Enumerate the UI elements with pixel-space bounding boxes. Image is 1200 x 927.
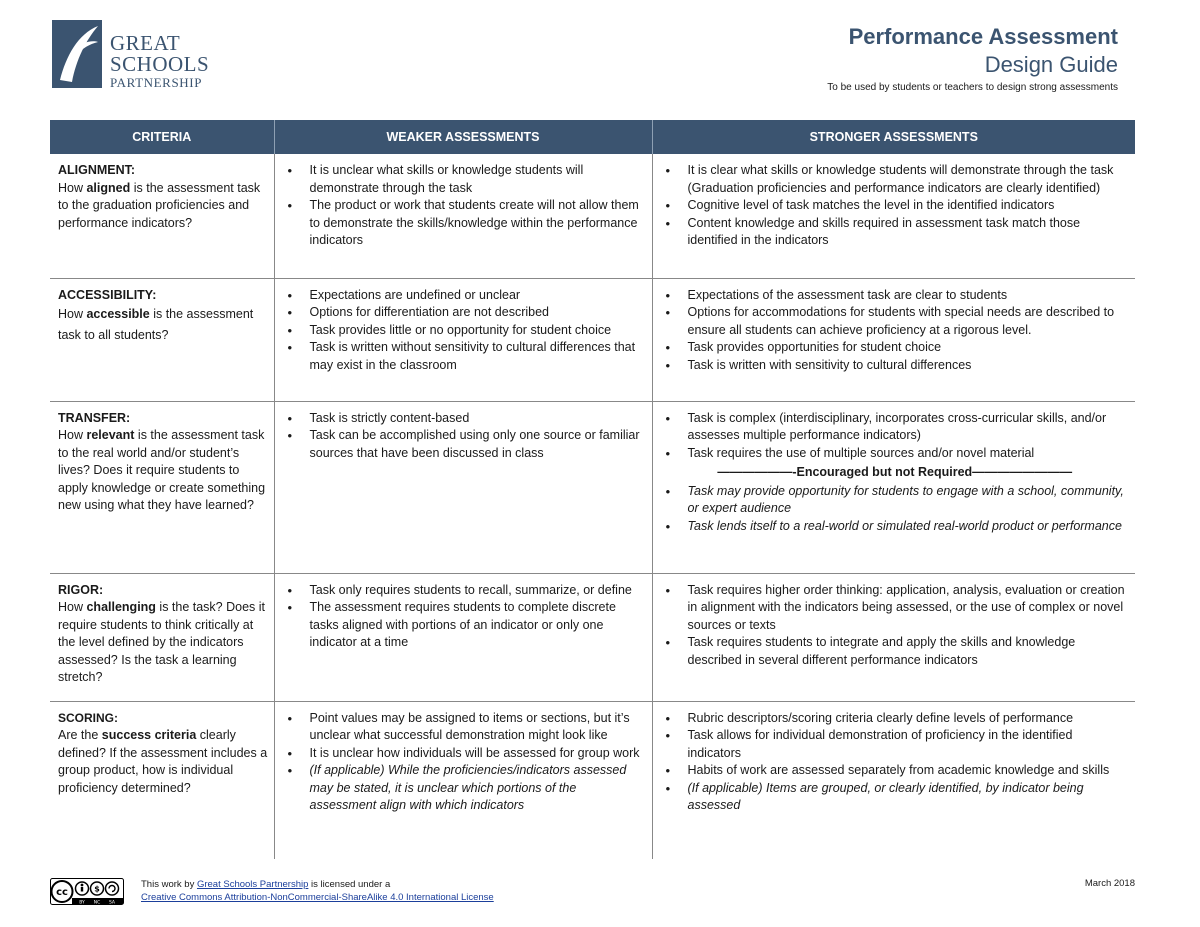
weaker-cell [274, 154, 652, 278]
table-row [50, 154, 1135, 278]
list-item: • Task lends itself to a real-world or simulated real-world product or performance [661, 518, 1130, 536]
list-item: • It is clear what skills or knowledge students will demonstrate through the task (Graduation proficiencies and performance indicators are clearly identified) [661, 162, 1130, 197]
gsp-link[interactable]: Great Schools Partnership [196, 879, 309, 890]
page-subtitle: Design Guide [984, 52, 1118, 77]
criteria-title: SCORING: [58, 710, 118, 725]
license-link[interactable]: Creative Commons Attribution-NonCommercial-ShareAlike 4.0 International License [141, 892, 494, 903]
list-item: • Task can be accomplished using only one source or familiar sources that have been discussed in class [283, 427, 646, 462]
criteria-title: ACCESSIBILITY: [58, 287, 157, 302]
list-item: • Task allows for individual demonstration of proficiency in the identified indicators [661, 727, 1130, 762]
cc-sa-label: SA [108, 900, 116, 905]
weaker-cell [274, 401, 652, 573]
footer [50, 876, 1135, 908]
page-title: Performance Assessment [848, 24, 1118, 49]
weaker-cell [274, 701, 652, 859]
list-item: • Habits of work are assessed separately from academic knowledge and skills [661, 762, 1130, 780]
list-item: • It is unclear what skills or knowledge students will demonstrate through the task [283, 162, 646, 197]
assessment-guide-table [50, 120, 1135, 859]
criteria-cell [50, 154, 274, 278]
weaker-cell [274, 278, 652, 401]
criteria-cell [50, 573, 274, 701]
table-row [50, 701, 1135, 859]
list-item: • Task is written without sensitivity to cultural differences that may exist in the classroom [283, 339, 646, 374]
list-item: • Expectations are undefined or unclear [283, 287, 646, 305]
stronger-cell [652, 278, 1135, 401]
encouraged-divider: ——————-Encouraged but not Required———————— [717, 465, 1073, 479]
license-text: This work by Great Schools Partnership is licensed under a Creative Commons Attribution-NonCommercial-ShareAlike 4.0 International License [141, 879, 494, 903]
stronger-cell [652, 154, 1135, 278]
page-note: To be used by students or teachers to design strong assessments [827, 82, 1118, 93]
list-item: • Task requires the use of multiple sources and/or novel material [661, 445, 1130, 463]
title-block [827, 24, 1118, 93]
list-item: • Task is strictly content-based [283, 410, 646, 428]
list-item: • Task is written with sensitivity to cultural differences [661, 357, 1130, 375]
gsp-logo-mark-icon [52, 20, 102, 88]
criteria-cell [50, 401, 274, 573]
logo-text-schools: SCHOOLS [110, 52, 210, 76]
header-stronger: STRONGER ASSESSMENTS [652, 120, 1135, 154]
table-header-row [50, 120, 1135, 154]
header-weaker: WEAKER ASSESSMENTS [274, 120, 652, 154]
list-item: • Cognitive level of task matches the level in the identified indicators [661, 197, 1130, 215]
list-item: • Options for accommodations for students with special needs are described to ensure all students can achieve proficiency at a rigorous level. [661, 304, 1130, 339]
gsp-logo [52, 20, 209, 90]
cc-label: cc [56, 887, 68, 898]
list-item: • Rubric descriptors/scoring criteria clearly define levels of performance [661, 710, 1130, 728]
list-item: • (If applicable) While the proficiencies/indicators assessed may be stated, it is unclear which portions of the assessment align with which indicators [283, 762, 646, 815]
list-item: • (If applicable) Items are grouped, or clearly identified, by indicator being assessed [661, 780, 1130, 815]
list-item: • Task may provide opportunity for students to engage with a school, community, or expert audience [661, 483, 1130, 518]
list-item: • Task requires higher order thinking: application, analysis, evaluation or creation in alignment with the indicators being assessed, or the use of complex or novel sources or texts [661, 582, 1130, 635]
header-criteria: CRITERIA [50, 120, 274, 154]
list-item: • Task is complex (interdisciplinary, incorporates cross-curricular skills, and/or assesses multiple performance indicators) [661, 410, 1130, 445]
criteria-cell [50, 278, 274, 401]
criteria-question: How aligned is the assessment task to the graduation proficiencies and performance indicators? [58, 180, 261, 230]
stronger-cell [652, 701, 1135, 859]
criteria-question: How challenging is the task? Does it require students to think critically at the level defined by the indicators assessed? Is the task a learning stretch? [58, 600, 266, 684]
stronger-cell [652, 401, 1135, 573]
criteria-question: How relevant is the assessment task to the real world and/or student’s lives? Does it require students to apply knowledge or create something new using what they have learned? [58, 428, 266, 512]
svg-text:$: $ [94, 884, 100, 894]
weaker-cell [274, 573, 652, 701]
criteria-title: ALIGNMENT: [58, 163, 136, 177]
list-item: • Task requires students to integrate and apply the skills and knowledge described in several different performance indicators [661, 634, 1130, 669]
list-item: • Content knowledge and skills required in assessment task match those identified in the indicators [661, 215, 1130, 250]
criteria-title: RIGOR: [58, 582, 104, 597]
list-item: • Task only requires students to recall, summarize, or define [283, 582, 646, 600]
table-row [50, 278, 1135, 401]
list-item: • The assessment requires students to complete discrete tasks aligned with portions of an indicator or only one indicator at a time [283, 599, 646, 652]
cc-by-label: BY [79, 900, 85, 905]
logo-text-great: GREAT [110, 31, 181, 55]
criteria-question: How accessible is the assessment task to all students? [58, 307, 254, 342]
list-item: • Expectations of the assessment task are clear to students [661, 287, 1130, 305]
footer-date: March 2018 [1084, 878, 1135, 889]
logo-text-partnership: PARTNERSHIP [110, 75, 203, 90]
criteria-cell [50, 701, 274, 859]
table-row [50, 573, 1135, 701]
criteria-question: Are the success criteria clearly defined? If the assessment includes a group product, how is individual proficiency determined? [58, 728, 268, 795]
creative-commons-by-nc-sa-icon[interactable] [50, 878, 124, 905]
criteria-title: TRANSFER: [58, 410, 131, 425]
list-item: • Options for differentiation are not described [283, 304, 646, 322]
list-item: • Task provides little or no opportunity for student choice [283, 322, 646, 340]
list-item: • Task provides opportunities for student choice [661, 339, 1130, 357]
cc-nc-label: NC [93, 900, 101, 905]
list-item: • The product or work that students create will not allow them to demonstrate the skills/knowledge within the performance indicators [283, 197, 646, 250]
table-row [50, 401, 1135, 573]
list-item: • It is unclear how individuals will be assessed for group work [283, 745, 646, 763]
list-item: • Point values may be assigned to items or sections, but it’s unclear what successful demonstration might look like [283, 710, 646, 745]
stronger-cell [652, 573, 1135, 701]
